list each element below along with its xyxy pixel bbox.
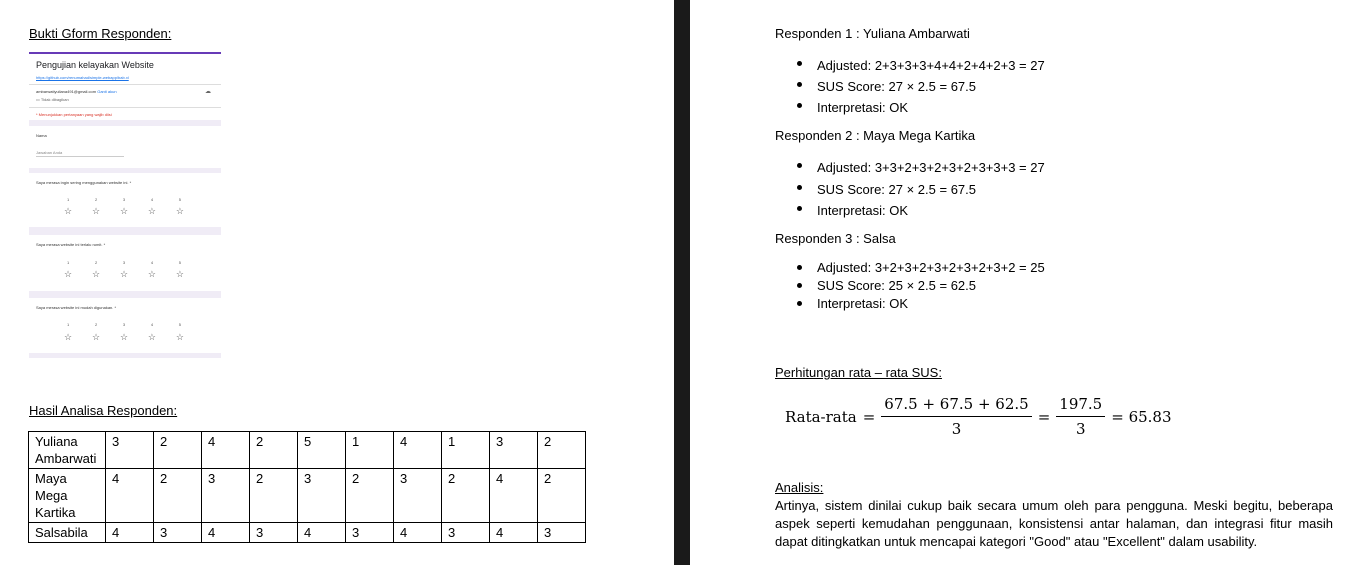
divider <box>29 107 221 108</box>
table-cell-name: Yuliana Ambarwati <box>29 432 106 469</box>
table-cell: 3 <box>202 469 250 523</box>
analisis-paragraph: Artinya, sistem dinilai cukup baik secara umum oleh para pengguna. Meski begitu, beberapa aspek seperti kemudahan penggunaan, konsistensi antar halaman, dan integrasi fitur masih dapat ditingkatkan untuk mencapai kategori "Good" atau "Excellent" dalam usability. <box>775 498 1333 549</box>
responden-1-list <box>775 55 1295 118</box>
star-icon[interactable]: ☆ <box>119 269 129 279</box>
form-header-card <box>29 54 221 120</box>
scale-label: 2 <box>94 260 98 265</box>
list-item: SUS Score: 27 × 2.5 = 67.5 <box>775 76 1295 97</box>
fraction-denominator: 3 <box>1075 420 1086 438</box>
table-cell: 5 <box>298 432 346 469</box>
gform-screenshot <box>29 52 221 358</box>
table-cell: 4 <box>106 469 154 523</box>
name-label: Nama <box>36 133 47 138</box>
table-cell: 3 <box>346 523 394 543</box>
table-cell: 2 <box>250 469 298 523</box>
fraction-numerator: 67.5 + 67.5 + 62.5 <box>881 395 1031 417</box>
bukti-heading: Bukti Gform Responden: <box>29 26 172 41</box>
table-cell: 2 <box>538 432 586 469</box>
table-row <box>29 469 586 523</box>
scale-label: 1 <box>67 197 70 202</box>
fraction-numerator: 197.5 <box>1056 395 1105 417</box>
star-icon[interactable]: ☆ <box>175 206 184 216</box>
scale-label: 3 <box>122 260 126 265</box>
star-icon[interactable]: ☆ <box>147 332 156 342</box>
share-icon: ▭ <box>36 97 40 102</box>
list-item: Adjusted: 3+3+2+3+2+3+2+3+3+3 = 27 <box>775 157 1295 179</box>
list-item: Interpretasi: OK <box>775 97 1295 118</box>
star-icon[interactable]: ☆ <box>175 332 184 342</box>
fraction-2 <box>1056 395 1105 438</box>
rating-stars <box>64 332 184 343</box>
table-cell: 4 <box>490 523 538 543</box>
question-text: Saya merasa website ini terlalu rumit. * <box>36 242 106 247</box>
table-cell: 2 <box>250 432 298 469</box>
responden-2-list <box>775 157 1295 222</box>
table-cell-name: Maya Mega Kartika <box>29 469 106 523</box>
question-card-3 <box>29 298 221 353</box>
scale-labels <box>67 260 181 265</box>
table-row <box>29 432 586 469</box>
list-item: Interpretasi: OK <box>775 200 1295 222</box>
cloud-icon: ☁ <box>205 89 211 95</box>
scale-label: 1 <box>67 322 70 327</box>
scale-label: 4 <box>150 197 154 202</box>
scale-label: 5 <box>178 260 181 265</box>
table-cell: 1 <box>346 432 394 469</box>
formula-lhs: Rata-rata <box>785 407 857 426</box>
scale-label: 4 <box>150 260 154 265</box>
formula-result: = 65.83 <box>1111 407 1172 426</box>
formula-equals: = <box>1037 407 1051 426</box>
table-cell: 4 <box>490 469 538 523</box>
question-text: Saya merasa website ini mudah digunakan. * <box>36 305 117 310</box>
page-divider <box>674 0 690 565</box>
table-cell: 4 <box>106 523 154 543</box>
star-icon[interactable]: ☆ <box>147 206 156 216</box>
scale-label: 2 <box>94 322 98 327</box>
name-question-card <box>29 126 221 168</box>
star-icon[interactable]: ☆ <box>175 269 184 279</box>
scale-labels <box>67 197 181 202</box>
rating-stars <box>64 269 184 280</box>
email-text: ambarwatiyuliana491@gmail.com <box>36 89 97 94</box>
not-shared-note <box>36 97 69 102</box>
scale-label: 1 <box>67 260 70 265</box>
table-cell: 4 <box>394 432 442 469</box>
question-card-2 <box>29 235 221 291</box>
sus-average-formula <box>785 395 1172 438</box>
form-title: Pengujian kelayakan Website <box>36 60 154 70</box>
star-icon[interactable]: ☆ <box>64 269 73 279</box>
scale-label: 4 <box>150 322 154 327</box>
table-cell: 4 <box>202 523 250 543</box>
responden-3-list <box>775 259 1295 313</box>
table-cell: 4 <box>394 523 442 543</box>
table-cell: 3 <box>250 523 298 543</box>
table-cell: 4 <box>202 432 250 469</box>
list-item: SUS Score: 27 × 2.5 = 67.5 <box>775 179 1295 201</box>
table-cell: 4 <box>298 523 346 543</box>
scale-label: 5 <box>178 197 181 202</box>
required-note: * Menunjukkan pertanyaan yang wajib diisi <box>36 112 112 117</box>
fraction-denominator: 3 <box>951 420 962 438</box>
star-icon[interactable]: ☆ <box>147 269 156 279</box>
table-cell: 3 <box>442 523 490 543</box>
form-link[interactable]: https://github.com/renumahad/simple-webapp/bab.xl <box>36 75 129 80</box>
list-item: Interpretasi: OK <box>775 295 1295 313</box>
scale-label: 2 <box>94 197 98 202</box>
form-email <box>36 89 117 94</box>
table-cell: 3 <box>490 432 538 469</box>
table-cell: 2 <box>154 432 202 469</box>
scale-label: 3 <box>122 197 126 202</box>
divider <box>29 84 221 85</box>
responden-2-title: Responden 2 : Maya Mega Kartika <box>775 128 976 143</box>
star-icon[interactable]: ☆ <box>64 206 73 216</box>
responden-1-title: Responden 1 : Yuliana Ambarwati <box>775 26 970 41</box>
list-item: Adjusted: 2+3+3+3+4+4+2+4+2+3 = 27 <box>775 55 1295 76</box>
name-input[interactable]: Jawaban Anda <box>36 150 124 157</box>
star-icon[interactable]: ☆ <box>91 206 101 216</box>
list-item: Adjusted: 3+2+3+2+3+2+3+2+3+2 = 25 <box>775 259 1295 277</box>
analisis-heading: Analisis: <box>775 480 824 495</box>
scale-label: 5 <box>178 322 181 327</box>
table-cell: 3 <box>298 469 346 523</box>
star-icon[interactable]: ☆ <box>119 332 129 342</box>
table-cell: 2 <box>442 469 490 523</box>
list-item: SUS Score: 25 × 2.5 = 62.5 <box>775 277 1295 295</box>
table-cell: 2 <box>346 469 394 523</box>
responden-table <box>28 431 586 543</box>
table-cell: 3 <box>154 523 202 543</box>
responden-3-title: Responden 3 : Salsa <box>775 231 896 246</box>
star-icon[interactable]: ☆ <box>91 269 101 279</box>
table-cell: 3 <box>106 432 154 469</box>
scale-label: 3 <box>122 322 126 327</box>
question-card-1 <box>29 173 221 227</box>
not-shared-text: Tidak dibagikan <box>40 97 69 102</box>
right-page <box>690 0 1348 565</box>
hasil-heading: Hasil Analisa Responden: <box>29 403 178 418</box>
question-text: Saya merasa ingin sering menggunakan website ini. * <box>36 180 132 185</box>
table-row <box>29 523 586 543</box>
switch-account-link[interactable]: Ganti akun <box>97 89 117 94</box>
formula-equals: = <box>862 407 876 426</box>
table-cell-name: Salsabila <box>29 523 106 543</box>
table-cell: 2 <box>154 469 202 523</box>
table-cell: 3 <box>394 469 442 523</box>
star-icon[interactable]: ☆ <box>91 332 101 342</box>
star-icon[interactable]: ☆ <box>119 206 129 216</box>
avg-heading: Perhitungan rata – rata SUS: <box>775 365 942 380</box>
scale-labels <box>67 322 181 327</box>
table-cell: 1 <box>442 432 490 469</box>
fraction-1 <box>881 395 1031 438</box>
table-cell: 2 <box>538 469 586 523</box>
rating-stars <box>64 206 184 217</box>
table-cell: 3 <box>538 523 586 543</box>
star-icon[interactable]: ☆ <box>64 332 73 342</box>
